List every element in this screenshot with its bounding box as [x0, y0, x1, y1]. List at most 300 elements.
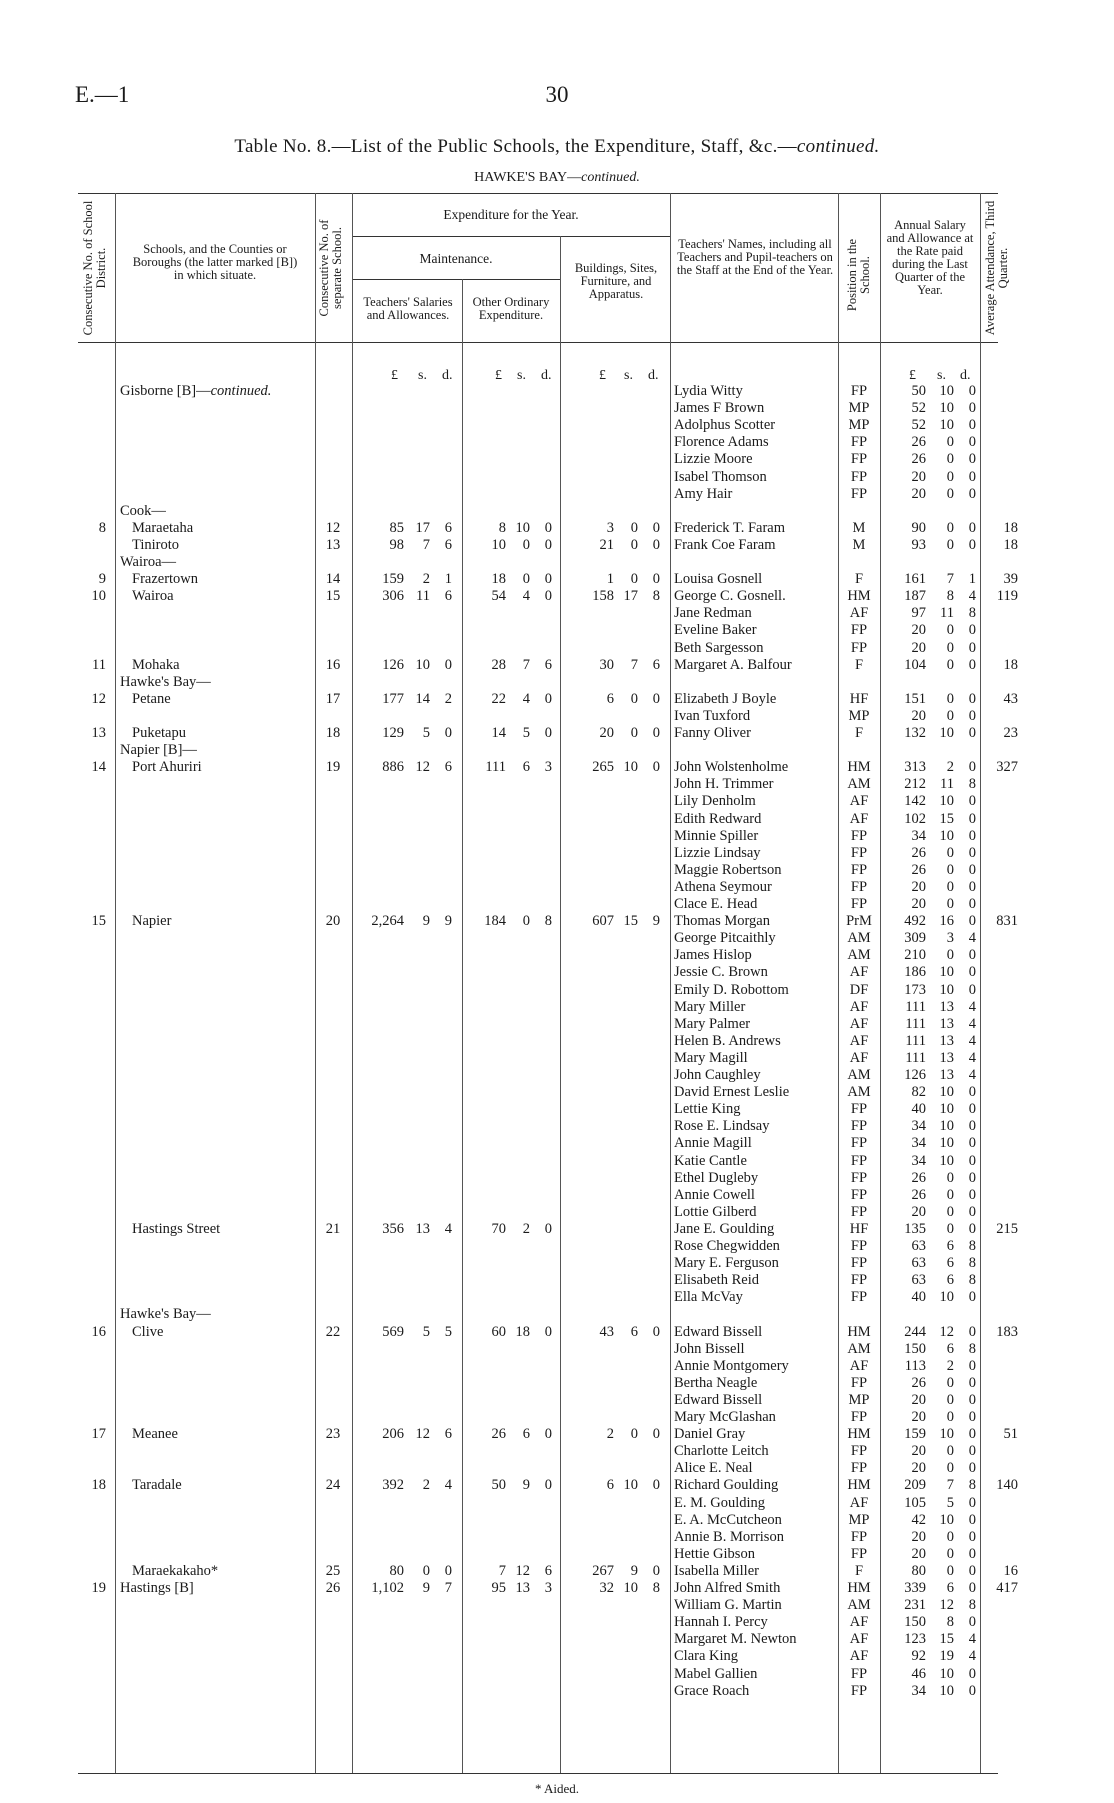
annual-salary-pence: 0: [968, 656, 976, 673]
buildings-shillings: 15: [623, 913, 638, 930]
salaries-pounds: 356: [382, 1220, 404, 1237]
teacher-name: Margaret A. Balfour: [674, 656, 792, 673]
school-name: Hawke's Bay—: [120, 1306, 211, 1323]
col-rule-6: [670, 193, 671, 1773]
teacher-name: Rose Chegwidden: [674, 1238, 780, 1254]
buildings-shillings: 0: [630, 519, 638, 536]
other-expenditure-pence: 0: [544, 1323, 552, 1340]
annual-salary-shillings: 19: [939, 1648, 954, 1665]
annual-salary-pounds: 50: [911, 383, 926, 399]
position: F: [854, 725, 864, 741]
teacher-name: Jessie C. Brown: [674, 964, 768, 981]
annual-salary-pence: 0: [968, 1169, 976, 1186]
annual-salary-pence: 0: [968, 1409, 976, 1425]
teacher-name: Hannah I. Percy: [674, 1614, 768, 1631]
average-attendance: 18: [1003, 536, 1018, 553]
teacher-name: Charlotte Leitch: [674, 1443, 769, 1460]
other-expenditure-shillings: 18: [515, 1323, 530, 1340]
annual-salary-shillings: 10: [939, 964, 954, 981]
teacher-name: Florence Adams: [674, 434, 769, 451]
salaries-shillings: 14: [415, 690, 430, 707]
annual-salary-pence: 0: [968, 1186, 976, 1203]
school-name: [120, 383, 310, 400]
position: AM: [847, 1067, 871, 1083]
salaries-pounds: 392: [382, 1477, 404, 1494]
annual-salary-pence: 0: [968, 383, 976, 399]
teacher-name: John H. Trimmer: [674, 776, 774, 793]
teacher-name: Adolphus Scotter: [674, 417, 776, 434]
school-name: Port Ahuriri: [132, 759, 202, 776]
annual-salary-pounds: 105: [904, 1494, 926, 1511]
salaries-shillings: 11: [416, 588, 430, 605]
annual-salary-pence: 0: [968, 844, 976, 861]
salaries-shillings: 12: [415, 759, 430, 776]
other-expenditure-pence: 3: [544, 1580, 552, 1596]
annual-salary-shillings: 0: [946, 622, 954, 639]
annual-salary-pounds: 159: [904, 1426, 926, 1443]
annual-salary-shillings: 0: [946, 1409, 954, 1425]
position: FP: [850, 861, 868, 878]
teacher-name: Mary Palmer: [674, 1015, 751, 1032]
school-number: 25: [325, 1562, 341, 1579]
annual-salary-pounds: 231: [904, 1597, 926, 1614]
salaries-shillings: 9: [422, 1580, 430, 1596]
buildings-shillings: 0: [630, 725, 638, 741]
annual-salary-pounds: 34: [911, 1135, 926, 1152]
annual-salary-pounds: 212: [904, 776, 926, 793]
header-school-no: Consecutive No. of separate School.: [317, 219, 344, 317]
annual-salary-pence: 1: [968, 571, 976, 588]
district-number: 15: [91, 913, 106, 930]
annual-salary-pence: 0: [968, 1323, 976, 1340]
other-expenditure-pounds: 28: [491, 656, 506, 673]
other-expenditure-pence: 0: [544, 725, 552, 741]
position: FP: [850, 1255, 868, 1272]
annual-salary-pounds: 186: [904, 964, 926, 981]
annual-salary-shillings: 10: [939, 1682, 954, 1699]
position: AF: [849, 605, 869, 622]
district-number: 18: [91, 1477, 106, 1494]
buildings-pounds: 30: [599, 656, 614, 673]
annual-salary-shillings: 0: [946, 519, 954, 536]
teacher-name: Rose E. Lindsay: [674, 1118, 770, 1135]
position: FP: [850, 1186, 868, 1203]
school-name: Clive: [132, 1323, 164, 1340]
annual-salary-pounds: 111: [905, 1049, 926, 1066]
annual-salary-pounds: 20: [911, 1528, 926, 1545]
annual-salary-pounds: 113: [904, 1357, 926, 1374]
school-name: Cook—: [120, 502, 166, 519]
annual-salary-pounds: 210: [904, 947, 926, 964]
annual-salary-shillings: 0: [946, 1391, 954, 1408]
school-name: Hawke's Bay—: [120, 673, 211, 690]
buildings-shillings: 10: [623, 1477, 638, 1494]
salaries-pence: 0: [444, 1562, 452, 1579]
annual-salary-pounds: 63: [911, 1255, 926, 1272]
position: AF: [849, 1357, 869, 1374]
other-pound-unit: £: [495, 368, 502, 383]
teacher-name: John Wolstenholme: [674, 759, 789, 776]
annual-salary-pounds: 111: [905, 1015, 926, 1032]
buildings-pounds: 1: [606, 571, 614, 588]
buildings-pence: 9: [652, 913, 660, 930]
annual-salary-pence: 8: [968, 1597, 976, 1614]
teacher-name: Ella McVay: [674, 1289, 743, 1306]
teacher-name: Hettie Gibson: [674, 1545, 755, 1562]
position: FP: [850, 639, 868, 656]
salaries-pounds: 129: [382, 725, 404, 741]
annual-salary-pence: 0: [968, 964, 976, 981]
school-number: 18: [325, 725, 341, 741]
annual-salary-pounds: 34: [911, 1682, 926, 1699]
position: FP: [850, 827, 868, 844]
table-bottom-rule: [78, 1773, 998, 1774]
other-expenditure-pounds: 22: [491, 690, 506, 707]
annual-salary-shillings: 13: [939, 998, 954, 1015]
other-expenditure-pounds: 7: [498, 1562, 506, 1579]
position: F: [854, 571, 864, 588]
teacher-name: Isabel Thomson: [674, 468, 767, 485]
teacher-name: David Ernest Leslie: [674, 1084, 790, 1101]
other-expenditure-shillings: 0: [522, 913, 530, 930]
col-rule-5: [560, 236, 561, 1773]
annual-salary-pence: 8: [968, 776, 976, 793]
salaries-pounds: 80: [389, 1562, 404, 1579]
average-attendance: 18: [1003, 519, 1018, 536]
annual-salary-pounds: 161: [904, 571, 926, 588]
other-expenditure-pounds: 111: [485, 759, 506, 776]
annual-salary-pence: 0: [968, 810, 976, 827]
other-expenditure-shillings: 2: [522, 1220, 530, 1237]
other-expenditure-pence: 0: [544, 690, 552, 707]
buildings-pounds: 43: [599, 1323, 614, 1340]
annual-salary-shillings: 0: [946, 656, 954, 673]
position: HM: [847, 1426, 871, 1443]
buildings-shillings: 0: [630, 536, 638, 553]
teacher-name: Lizzie Moore: [674, 451, 753, 468]
salaries-pence: 4: [444, 1220, 452, 1237]
teacher-name: Lily Denholm: [674, 793, 756, 810]
salaries-shillings: 9: [422, 913, 430, 930]
district-number: 10: [91, 588, 106, 605]
buildings-shillings: 0: [630, 690, 638, 707]
annual-salary-shillings: 10: [939, 1135, 954, 1152]
buildings-pence: 6: [652, 656, 660, 673]
annual-salary-pence: 0: [968, 1101, 976, 1118]
maintenance-sub-rule: [352, 279, 560, 280]
header-top-rule: [78, 193, 998, 194]
position: FP: [850, 1545, 868, 1562]
average-attendance: 119: [996, 588, 1018, 605]
other-expenditure-pounds: 54: [491, 588, 506, 605]
other-expenditure-pence: 6: [544, 656, 552, 673]
salaries-pence: 2: [444, 690, 452, 707]
position: AF: [849, 1049, 869, 1066]
annual-salary-pence: 0: [968, 536, 976, 553]
annual-salary-pounds: 492: [904, 913, 926, 930]
annual-salary-pence: 0: [968, 1220, 976, 1237]
annual-salary-shillings: 0: [946, 1562, 954, 1579]
annual-salary-pounds: 20: [911, 1545, 926, 1562]
col-rule-4: [462, 279, 463, 1773]
maintenance-rule: [352, 236, 670, 237]
other-expenditure-pence: 6: [544, 1562, 552, 1579]
annual-salary-shillings: 6: [946, 1255, 954, 1272]
buildings-pence: 0: [652, 690, 660, 707]
annual-salary-shillings: 8: [946, 588, 954, 605]
annual-salary-shillings: 10: [939, 1289, 954, 1306]
school-number: 19: [325, 759, 341, 776]
header-schools: Schools, and the Counties or Boroughs (the latter marked [B]) in which situate.: [132, 242, 298, 282]
salaries-pounds: 177: [382, 690, 404, 707]
annual-salary-pence: 4: [968, 1648, 976, 1665]
annual-salary-pence: 8: [968, 605, 976, 622]
district-number: 17: [91, 1426, 106, 1443]
school-number: 15: [325, 588, 341, 605]
school-number: 17: [325, 690, 341, 707]
salaries-pence: 6: [444, 519, 452, 536]
annual-salary-pence: 0: [968, 1374, 976, 1391]
position: FP: [850, 1528, 868, 1545]
position: F: [854, 1562, 864, 1579]
position: FP: [850, 485, 868, 502]
school-name: Hastings [B]: [120, 1580, 194, 1596]
annual-salary-pence: 0: [968, 690, 976, 707]
annual-salary-pence: 0: [968, 1391, 976, 1408]
teacher-name: E. A. McCutcheon: [674, 1511, 782, 1528]
other-expenditure-shillings: 4: [522, 588, 530, 605]
annual-salary-pounds: 42: [911, 1511, 926, 1528]
position: AM: [847, 1340, 871, 1357]
annual-salary-shillings: 2: [946, 1357, 954, 1374]
annual-salary-pounds: 102: [904, 810, 926, 827]
annual-salary-shillings: 10: [939, 827, 954, 844]
annual-salary-shillings: 10: [939, 981, 954, 998]
annual-salary-pounds: 63: [911, 1272, 926, 1289]
teacher-name: George C. Gosnell.: [674, 588, 786, 605]
salaries-pence: 6: [444, 759, 452, 776]
position: AF: [849, 1015, 869, 1032]
annual-salary-pounds: 20: [911, 1391, 926, 1408]
teacher-name: Richard Goulding: [674, 1477, 779, 1494]
position: FP: [850, 1203, 868, 1220]
salaries-shillings: 17: [415, 519, 430, 536]
annual-salary-pounds: 26: [911, 451, 926, 468]
teacher-name: Edward Bissell: [674, 1391, 763, 1408]
annual-salary-shillings: 6: [946, 1238, 954, 1254]
teacher-name: Katie Cantle: [674, 1152, 747, 1169]
annual-salary-pence: 0: [968, 400, 976, 417]
footnote: * Aided.: [534, 1781, 580, 1796]
teacher-name: Annie Cowell: [674, 1186, 755, 1203]
annual-salary-shillings: 6: [946, 1340, 954, 1357]
position: FP: [850, 1272, 868, 1289]
annual-salary-shillings: 10: [939, 1101, 954, 1118]
annual-salary-pounds: 142: [904, 793, 926, 810]
other-expenditure-pence: 0: [544, 519, 552, 536]
position: AM: [847, 930, 871, 947]
annual-salary-pence: 0: [968, 434, 976, 451]
annual-salary-pounds: 150: [904, 1614, 926, 1631]
annual-salary-pounds: 20: [911, 622, 926, 639]
header-salaries: Teachers' Salaries and Allowances.: [363, 295, 453, 322]
buildings-s-unit: s.: [624, 368, 633, 383]
header-other: Other Ordinary Expenditure.: [472, 295, 550, 322]
teacher-name: Helen B. Andrews: [674, 1032, 781, 1049]
position: FP: [850, 1374, 868, 1391]
average-attendance: 215: [996, 1220, 1018, 1237]
section-title: HAWKE'S BAY—continued.: [474, 170, 640, 185]
district-number: 12: [91, 690, 106, 707]
school-name: Meanee: [132, 1426, 178, 1443]
position: AF: [849, 964, 869, 981]
annual-salary-shillings: 10: [939, 793, 954, 810]
position: MP: [848, 400, 870, 417]
header-buildings: Buildings, Sites, Furniture, and Apparatus.: [574, 261, 658, 301]
district-number: 13: [91, 725, 106, 741]
position: AF: [849, 998, 869, 1015]
annual-salary-pence: 0: [968, 1203, 976, 1220]
header-bottom-rule: [78, 342, 998, 343]
annual-salary-shillings: 13: [939, 1032, 954, 1049]
other-expenditure-shillings: 5: [522, 725, 530, 741]
buildings-pence: 0: [652, 536, 660, 553]
average-attendance: 51: [1003, 1426, 1018, 1443]
annual-salary-shillings: 0: [946, 1220, 954, 1237]
annual-salary-pounds: 111: [905, 1032, 926, 1049]
buildings-pence: 0: [652, 1323, 660, 1340]
teacher-name: Mary E. Ferguson: [674, 1255, 779, 1272]
annual-salary-pounds: 92: [911, 1648, 926, 1665]
teacher-name: Thomas Morgan: [674, 913, 770, 930]
annual-salary-shillings: 10: [939, 1665, 954, 1682]
teacher-name: George Pitcaithly: [674, 930, 776, 947]
annual-salary-shillings: 0: [946, 1203, 954, 1220]
teacher-name: Maggie Robertson: [674, 861, 782, 878]
school-name: Maraetaha: [132, 519, 194, 536]
annual-salary-pence: 0: [968, 519, 976, 536]
teacher-name: John Caughley: [674, 1067, 761, 1083]
position: FP: [850, 1152, 868, 1169]
annual-salary-pounds: 173: [904, 981, 926, 998]
school-number: 26: [325, 1580, 341, 1596]
annual-salary-pounds: 34: [911, 1152, 926, 1169]
buildings-shillings: 6: [630, 1323, 638, 1340]
salaries-pence: 0: [444, 725, 452, 741]
position: F: [854, 656, 864, 673]
teacher-name: Ethel Dugleby: [674, 1169, 759, 1186]
position: FP: [850, 383, 868, 399]
annual-salary-pence: 0: [968, 1580, 976, 1596]
teacher-name: Lizzie Lindsay: [674, 844, 761, 861]
annual-salary-pence: 0: [968, 1682, 976, 1699]
annual-salary-pence: 4: [968, 998, 976, 1015]
buildings-pounds: 267: [592, 1562, 614, 1579]
teacher-name: William G. Martin: [674, 1597, 782, 1614]
annual-salary-pounds: 26: [911, 844, 926, 861]
position: FP: [850, 1238, 868, 1254]
other-expenditure-pounds: 70: [491, 1220, 506, 1237]
annual-salary-pounds: 20: [911, 1409, 926, 1425]
annual-salary-pence: 0: [968, 417, 976, 434]
buildings-pence: 0: [652, 759, 660, 776]
other-expenditure-pounds: 26: [491, 1426, 506, 1443]
annual-salary-pence: 0: [968, 1152, 976, 1169]
other-expenditure-shillings: 13: [515, 1580, 530, 1596]
district-number: 19: [91, 1580, 106, 1596]
position: FP: [850, 878, 868, 895]
annual-salary-shillings: 10: [939, 383, 954, 399]
annual-salary-shillings: 0: [946, 1545, 954, 1562]
annual-salary-pence: 0: [968, 622, 976, 639]
annual-salary-shillings: 0: [946, 861, 954, 878]
salaries-pence: 6: [444, 1426, 452, 1443]
other-expenditure-pence: 3: [544, 759, 552, 776]
other-expenditure-shillings: 6: [522, 759, 530, 776]
annual-salary-pence: 0: [968, 1460, 976, 1477]
annual-salary-shillings: 0: [946, 878, 954, 895]
annual-salary-pounds: 20: [911, 1443, 926, 1460]
school-name: Tiniroto: [132, 536, 180, 553]
school-name: Taradale: [132, 1477, 182, 1494]
teacher-name: Jane E. Goulding: [674, 1220, 775, 1237]
salaries-pence: 6: [444, 588, 452, 605]
buildings-shillings: 10: [623, 759, 638, 776]
annual-salary-shillings: 0: [946, 1528, 954, 1545]
other-expenditure-pounds: 14: [491, 725, 506, 741]
annual-salary-shillings: 10: [939, 417, 954, 434]
col-rule-1: [115, 193, 116, 1773]
salaries-pounds: 159: [382, 571, 404, 588]
annual-salary-pence: 0: [968, 827, 976, 844]
annual-salary-shillings: 16: [939, 913, 954, 930]
school-name: Wairoa—: [120, 554, 177, 570]
annual-salary-pence: 0: [968, 451, 976, 468]
annual-salary-shillings: 0: [946, 1460, 954, 1477]
buildings-shillings: 7: [630, 656, 638, 673]
annual-salary-shillings: 0: [946, 896, 954, 912]
annual-salary-pence: 8: [968, 1272, 976, 1289]
annual-salary-pounds: 82: [911, 1084, 926, 1101]
col-rule-7: [838, 193, 839, 1773]
annual-salary-shillings: 0: [946, 536, 954, 553]
annual-salary-shillings: 5: [946, 1494, 954, 1511]
other-expenditure-pounds: 95: [491, 1580, 506, 1596]
buildings-shillings: 10: [623, 1580, 638, 1596]
position: AF: [849, 1631, 869, 1648]
position: AF: [849, 810, 869, 827]
average-attendance: 831: [996, 913, 1018, 930]
position: AF: [849, 1494, 869, 1511]
annual-salary-pounds: 126: [904, 1067, 926, 1083]
teacher-name: Emily D. Robottom: [674, 981, 789, 998]
school-name: Frazertown: [132, 571, 199, 588]
other-expenditure-shillings: 10: [515, 519, 530, 536]
teacher-name: Annie B. Morrison: [674, 1528, 784, 1545]
salary-d-unit: d.: [960, 368, 971, 383]
other-expenditure-pence: 0: [544, 571, 552, 588]
average-attendance: 327: [996, 759, 1018, 776]
table-title: Table No. 8.—List of the Public Schools, the Expenditure, Staff, &c.—continued.: [234, 136, 880, 157]
annual-salary-shillings: 0: [946, 1374, 954, 1391]
position: FP: [850, 434, 868, 451]
annual-salary-pence: 0: [968, 639, 976, 656]
salary-s-unit: s.: [937, 368, 946, 383]
other-d-unit: d.: [541, 368, 552, 383]
position: HF: [849, 690, 869, 707]
position: FP: [850, 1460, 868, 1477]
average-attendance: 39: [1003, 571, 1018, 588]
